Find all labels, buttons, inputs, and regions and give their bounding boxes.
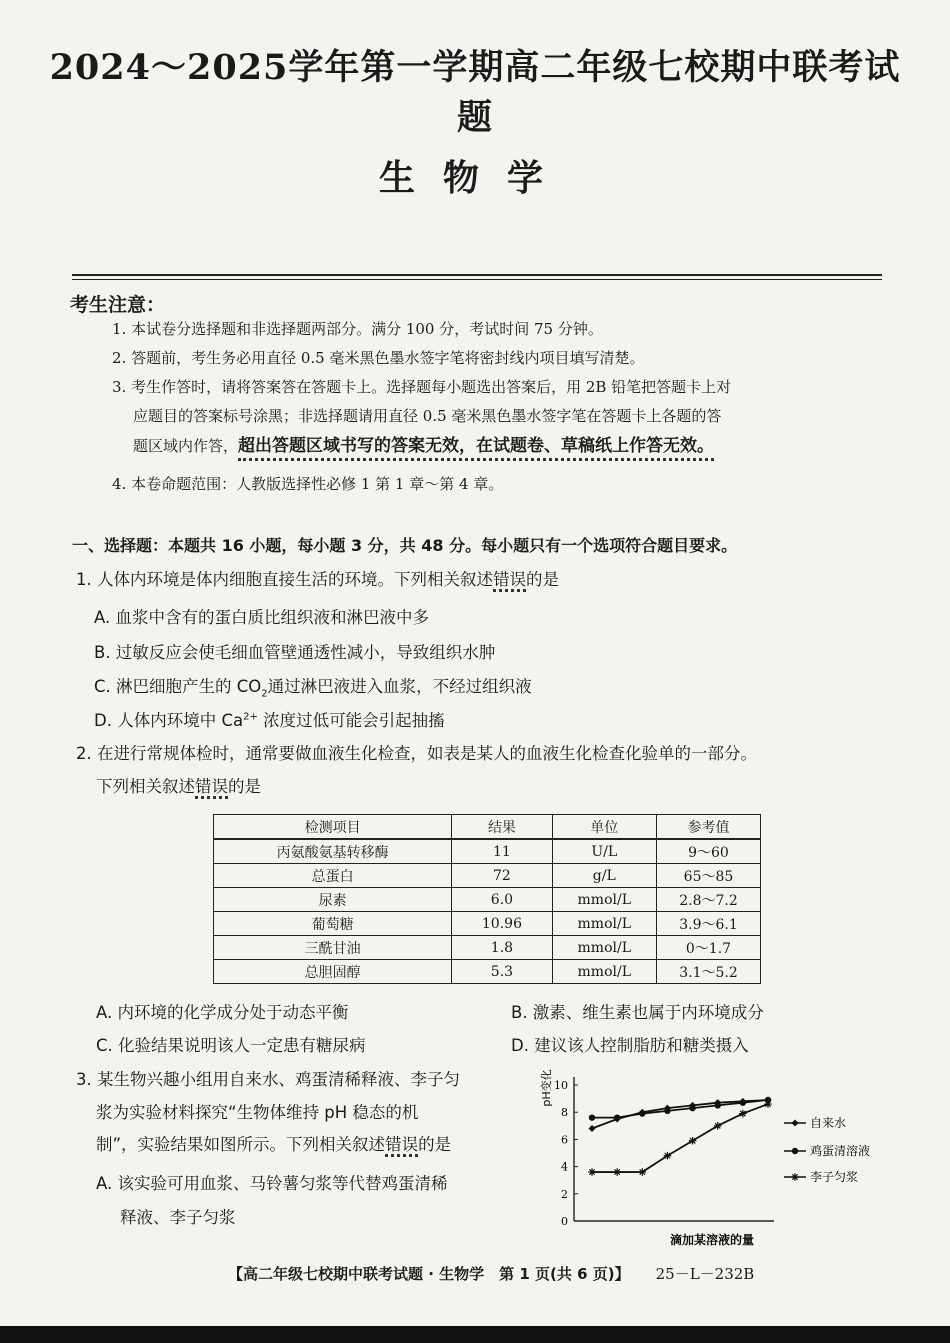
data-point [639,1110,645,1116]
table-cell: 3.9～6.1 [656,912,760,936]
table-cell: 65～85 [656,864,760,888]
q2-option-c: C. 化验结果说明该人一定患有糖尿病 [96,1036,366,1055]
q3-stem-line3 [96,1131,451,1155]
q3-stem-text: 制”，实验结果如图所示。下列相关叙述 [96,1135,386,1154]
notice-item-2: 2. 答题前，考生务必用直径 0.5 毫米黑色墨水签字笔将密封线内项目填写清楚。 [112,349,645,367]
q3-stem-mark: 错误 [385,1135,418,1157]
table-cell: mmol/L [552,960,656,984]
data-point [638,1168,646,1176]
q1-stem-end: 的是 [526,570,559,589]
table-cell: 总胆固醇 [214,960,452,984]
data-point [714,1122,722,1130]
table-header-row [214,815,761,840]
q2-stem-line2 [96,773,261,797]
q1-option-d [94,707,445,731]
notice-emphasis: 超出答题区域书写的答案无效，在试题卷、草稿纸上作答无效。 [238,436,714,461]
q1-option-b: B. 过敏反应会使毛细血管壁通透性减小，导致组织水肿 [94,643,496,662]
q2-stem-end: 的是 [228,777,261,796]
lab-result-table [213,814,761,984]
legend-label: 李子匀浆 [810,1170,859,1184]
table-row [214,888,761,912]
notice-item-4: 4. 本卷命题范围：人教版选择性必修 1 第 1 章～第 4 章。 [112,475,504,493]
subject-title: 生物学 [378,158,571,199]
q1-option-c-text: C. 淋巴细胞产生的 CO [94,677,262,696]
footer-code: 25－L－232B [655,1265,755,1283]
table-cell: U/L [552,839,656,864]
table-cell: 葡萄糖 [214,912,452,936]
data-point [689,1137,697,1145]
q3-stem-end: 的是 [418,1135,452,1154]
q1-option-d-rest: 浓度过低可能会引起抽搐 [257,711,445,730]
table-cell: 总蛋白 [214,864,452,888]
table-cell: 10.96 [452,912,552,936]
table-cell: 9～60 [656,839,760,864]
ph-chart [540,1060,900,1260]
q2-stem-line1: 2. 在进行常规体检时，通常要做血液生化检查，如表是某人的血液生化检查化验单的一部分。 [76,744,757,763]
y-tick-label: 4 [561,1160,568,1174]
scan-edge [0,1326,950,1343]
table-row [214,864,761,888]
q1-option-d-text: D. 人体内环境中 Ca [94,711,244,730]
table-row [214,839,761,864]
q3-option-a: A. 该实验可用血浆、马铃薯匀浆等代替鸡蛋清稀 [96,1174,448,1193]
table-cell: 尿素 [214,888,452,912]
data-point [715,1102,721,1108]
legend-marker [792,1120,799,1127]
table-cell: 72 [452,864,552,888]
table-cell: mmol/L [552,888,656,912]
q1-option-a: A. 血浆中含有的蛋白质比组织液和淋巴液中多 [94,608,429,627]
y-tick-label: 6 [561,1133,568,1147]
data-point [588,1168,596,1176]
divider-line [72,274,882,276]
table-cell: 丙氨酸氨基转移酶 [214,839,452,864]
data-point [764,1100,772,1108]
table-row [214,960,761,984]
y-tick-label: 8 [561,1106,568,1120]
notice-item-3-cont: 应题目的答案标号涂黑；非选择题请用直径 0.5 毫米黑色墨水签字笔在答题卡上各题的答 [133,407,722,425]
data-point [689,1105,695,1111]
data-point [614,1114,620,1120]
table-cell: 5.3 [452,960,552,984]
legend-label: 自来水 [810,1116,847,1130]
notice-item-3-cont2 [133,432,908,460]
notice-item-1: 1. 本试卷分选择题和非选择题两部分。满分 100 分，考试时间 75 分钟。 [112,320,603,338]
table-cell: g/L [552,864,656,888]
data-point [589,1125,596,1132]
table-cell: 6.0 [452,888,552,912]
exam-title: 2024～2025学年第一学期高二年级七校期中联考试题 [49,47,901,138]
table-cell: mmol/L [552,936,656,960]
q1-option-d-sup: 2+ [243,711,258,723]
y-tick-label: 0 [561,1215,568,1228]
notice-heading: 考生注意： [70,294,166,316]
data-point [664,1108,670,1114]
notice-item-3: 3. 考生作答时，请将答案答在答题卡上。选择题每小题选出答案后，用 2B 铅笔把答题卡上对 [112,378,732,396]
y-axis-label: pH变化 [540,1069,553,1107]
footer-text: 【高二年级七校期中联考试题 · 生物学 第 1 页(共 6 页)】 [228,1265,630,1283]
q3-stem-line2: 浆为实验材料探究“生物体维持 pH 稳态的机 [96,1103,419,1122]
q2-stem-text: 下列相关叙述 [96,777,195,796]
table-header: 结果 [452,815,552,840]
legend-marker [792,1148,798,1154]
table-cell: 11 [452,839,552,864]
table-row [214,936,761,960]
section-heading: 一、选择题：本题共 16 小题，每小题 3 分，共 48 分。每小题只有一个选项符合题目要求。 [72,536,738,555]
q2-option-a: A. 内环境的化学成分处于动态平衡 [96,1003,349,1022]
q2-option-d: D. 建议该人控制脂肪和糖类摄入 [511,1036,749,1055]
x-axis-label: 滴加某溶液的量 [669,1233,755,1247]
table-cell: mmol/L [552,912,656,936]
data-point [613,1168,621,1176]
q2-option-b: B. 激素、维生素也属于内环境成分 [511,1003,764,1022]
q1-option-c-sub: 2 [261,688,268,700]
table-cell: 3.1～5.2 [656,960,760,984]
y-tick-label: 2 [561,1187,568,1201]
divider-line-thin [72,279,882,280]
data-point [589,1114,595,1120]
table-cell: 1.8 [452,936,552,960]
table-cell: 0～1.7 [656,936,760,960]
y-tick-label: 10 [554,1079,568,1092]
page-footer [228,1263,754,1284]
table-cell: 2.8～7.2 [656,888,760,912]
q1-option-c [94,673,532,699]
q1-stem-text: 1. 人体内环境是体内细胞直接生活的环境。下列相关叙述 [76,570,493,589]
legend-marker [791,1173,799,1181]
legend-label: 鸡蛋清溶液 [810,1144,871,1158]
q1-stem-mark: 错误 [493,570,526,592]
table-header: 单位 [552,815,656,840]
q3-stem-line1: 3. 某生物兴趣小组用自来水、鸡蛋清稀释液、李子匀 [76,1070,460,1089]
table-cell: 三酰甘油 [214,936,452,960]
ph-chart-svg [540,1060,900,1260]
notice-item-3-tail: 题区域内作答， [133,437,239,455]
data-point [740,1099,746,1105]
q3-option-a-cont: 释液、李子匀浆 [120,1208,236,1227]
table-header: 参考值 [656,815,760,840]
q1-option-c-rest: 通过淋巴液进入血浆，不经过组织液 [267,677,532,696]
table-header: 检测项目 [214,815,452,840]
q1-stem [76,566,559,590]
q2-stem-mark: 错误 [195,777,228,799]
table-row [214,912,761,936]
data-point [739,1110,747,1118]
